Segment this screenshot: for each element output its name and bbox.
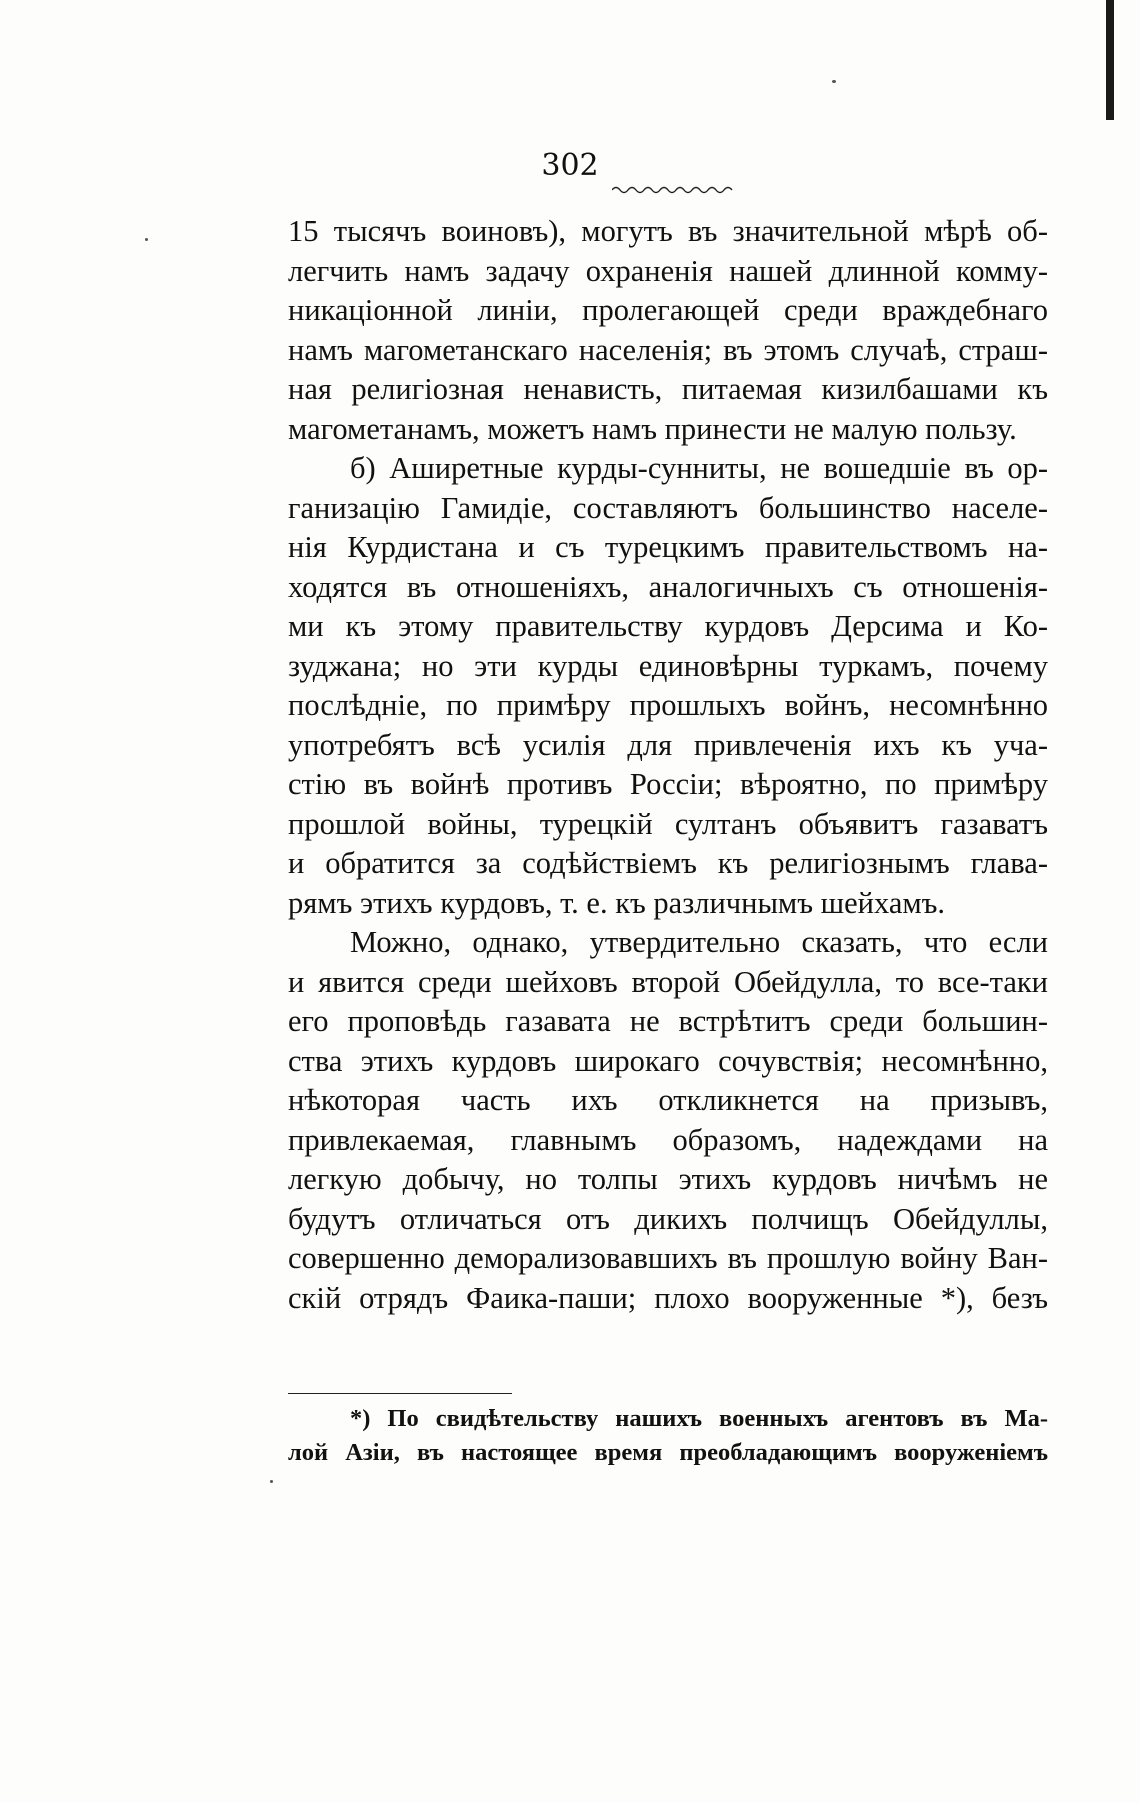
text-line: употребятъ всѣ усилія для привлеченія ихъ къ уча-	[288, 727, 1048, 762]
text-line: и явится среди шейховъ второй Обейдулла, то все-таки	[288, 964, 1048, 999]
text-line: скій отрядъ Фаика-паши; плохо вооруженные *), безъ	[288, 1280, 1048, 1315]
text-line: легкую добычу, но толпы этихъ курдовъ ничѣмъ не	[288, 1162, 1048, 1196]
text-line: намъ магометанскаго населенія; въ этомъ случаѣ, страш-	[288, 332, 1048, 367]
text-line: стію въ войнѣ противъ Россіи; вѣроятно, по примѣру	[288, 767, 1048, 801]
text-line: б) Аширетные курды-сунниты, не вошедшіе въ ор-	[350, 451, 1048, 485]
text-line: ходятся въ отношеніяхъ, аналогичныхъ съ отношенія-	[288, 569, 1048, 604]
text-line: Можно, однако, утвердительно сказать, что если	[350, 925, 1048, 959]
text-line: совершенно деморализовавшихъ въ прошлую войну Ван-	[288, 1241, 1048, 1275]
text-line: магометанамъ, можетъ намъ принести не малую пользу.	[288, 411, 1017, 446]
footnote-line: лой Азіи, въ настоящее время преобладающимъ вооруженіемъ	[288, 1439, 1048, 1466]
page-number-ornament	[612, 184, 736, 194]
text-line: рямъ этихъ курдовъ, т. е. къ различнымъ шейхамъ.	[288, 885, 946, 920]
text-line: послѣдніе, по примѣру прошлыхъ войнъ, несомнѣнно	[288, 688, 1048, 722]
text-line: ства этихъ курдовъ широкаго сочувствія; несомнѣнно,	[288, 1043, 1048, 1078]
scan-speck	[832, 80, 836, 83]
text-line: нія Курдистана и съ турецкимъ правительствомъ на-	[288, 530, 1048, 564]
text-line: будутъ отличаться отъ дикихъ полчищъ Обейдуллы,	[288, 1201, 1048, 1236]
text-line: ганизацію Гамидіе, составляютъ большинство населе-	[288, 490, 1048, 525]
text-line: его проповѣдь газавата не встрѣтитъ среди большин-	[288, 1004, 1048, 1038]
text-line: легчить намъ задачу охраненія нашей длинной комму-	[288, 253, 1048, 288]
page-number: 302	[541, 148, 599, 183]
footnote-divider	[288, 1393, 512, 1394]
text-line: привлекаемая, главнымъ образомъ, надеждами на	[288, 1122, 1048, 1157]
footnote	[288, 1402, 1048, 1470]
text-line: прошлой войны, турецкій султанъ объявитъ газаватъ	[288, 806, 1048, 841]
text-line: и обратится за содѣйствіемъ къ религіознымъ глава-	[288, 846, 1048, 880]
scan-speck	[145, 238, 148, 241]
text-line: 15 тысячъ воиновъ), могутъ въ значительной мѣрѣ об-	[288, 214, 1048, 248]
text-line: никаціонной линіи, пролегающей среди враждебнаго	[288, 293, 1048, 327]
scan-edge-shadow	[1106, 0, 1114, 120]
footnote-line: *) По свидѣтельству нашихъ военныхъ агентовъ въ Ма-	[350, 1405, 1048, 1432]
text-line: ная религіозная ненависть, питаемая кизилбашами къ	[288, 372, 1048, 406]
body-text	[288, 212, 1048, 1318]
text-line: нѣкоторая часть ихъ откликнется на призывъ,	[288, 1083, 1048, 1117]
scan-speck	[270, 1480, 273, 1483]
text-line: ми къ этому правительству курдовъ Дерсима и Ко-	[288, 609, 1048, 643]
text-line: зуджана; но эти курды единовѣрны туркамъ, почему	[288, 648, 1048, 683]
